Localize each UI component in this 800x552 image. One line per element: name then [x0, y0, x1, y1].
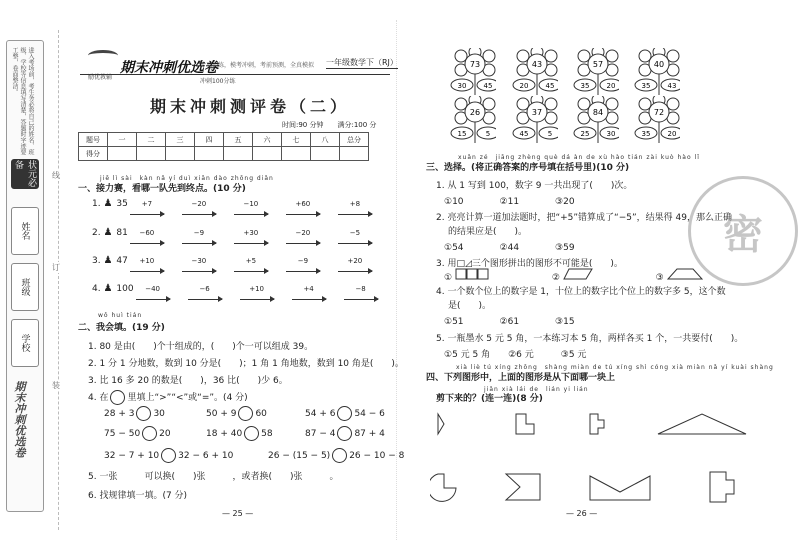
relay-arrow	[182, 257, 216, 272]
header-logo-small: 励优教辅	[88, 74, 113, 81]
score-header-cell: 题号	[79, 133, 108, 147]
compare-circle[interactable]	[238, 406, 253, 421]
runner-icon: ♟	[103, 283, 113, 294]
compare-circle[interactable]	[161, 448, 176, 463]
relay-op: +20	[347, 257, 363, 265]
compare-left: 18 + 40	[206, 429, 243, 439]
arrow-icon	[130, 237, 164, 244]
arrow-icon	[286, 237, 320, 244]
flower-center-value: 37	[531, 108, 543, 117]
relay-op: +60	[295, 200, 311, 208]
arrow-icon	[182, 208, 216, 215]
score-header-cell: 二	[137, 133, 166, 147]
s4-pinyin-2: jiǎn xià lái de lián yi lián	[484, 386, 589, 393]
cut-word-1: 线	[52, 171, 60, 180]
fill-q3: 3. 比 16 多 20 的数是( )，36 比( )少 6。	[88, 376, 288, 386]
relay-arrow	[182, 200, 216, 215]
score-row	[79, 147, 369, 161]
score-cell[interactable]	[340, 147, 369, 161]
fill-q6: 6. 找规律填一填。(7 分)	[88, 491, 188, 501]
flower-petal[interactable]	[606, 98, 618, 110]
header-slogan: 专项训练，模考冲刺，考前预测，全真模拟	[200, 62, 315, 69]
flower-leaf-value: 5	[547, 130, 553, 138]
compare-circle[interactable]	[337, 426, 352, 441]
header-logo: 期末冲刺优选卷	[120, 60, 218, 76]
flower-center-value: 57	[592, 60, 604, 69]
fill-q4-post: 里填上“>”“<”或“=”。(4 分)	[127, 393, 248, 403]
cut-line	[58, 30, 59, 530]
s2-pinyin: wǒ huì tián	[98, 312, 143, 319]
fill-q2: 2. 1 分 1 分地数，数到 10 分是( )；1 角 1 角地数，数到 10 角是( )。	[88, 359, 404, 369]
score-cell[interactable]	[137, 147, 166, 161]
runner-icon: ♟	[103, 255, 113, 266]
flower-leaf-value: 25	[580, 130, 590, 138]
relay-arrow	[240, 285, 274, 300]
relay-op: +4	[303, 285, 314, 293]
flower-petal[interactable]	[667, 98, 679, 110]
arrow-icon	[188, 293, 222, 300]
s1-title: 一、接力赛，看哪一队先到终点。(10 分)	[78, 184, 246, 194]
score-cell[interactable]	[195, 147, 224, 161]
compare-right: 26 − 10 − 8	[349, 451, 405, 461]
compare-item	[305, 426, 385, 441]
flower-petal[interactable]	[606, 50, 618, 62]
flower-petal[interactable]	[455, 98, 467, 110]
choice-q2-line2: 的结果应是( )。	[448, 227, 528, 237]
flower-petal[interactable]	[667, 50, 679, 62]
arrow-icon	[286, 208, 320, 215]
runner-icon: ♟	[103, 198, 113, 209]
relay-arrow	[292, 285, 326, 300]
sidebar-notes: 进入考场前，考生务必将自己的姓名、班级、学校等信息填写清楚，答题时字迹要工整，卷面整洁。	[11, 47, 34, 155]
compare-item	[305, 406, 385, 421]
relay-op: +7	[141, 200, 153, 208]
arrow-icon	[338, 237, 372, 244]
arrow-icon	[136, 293, 170, 300]
flower-leaf-value: 15	[457, 130, 467, 138]
compare-item	[268, 448, 404, 463]
q3-opt3-label: ③	[655, 273, 664, 283]
relay-arrow	[338, 257, 372, 272]
runner-icon: ♟	[103, 227, 113, 238]
s3-title: 三、选择。(将正确答案的序号填在括号里)(10 分)	[426, 163, 630, 173]
logo-icon	[88, 50, 118, 61]
s4-title: 四、下列图形中，上面的图形是从下面哪一块上	[426, 373, 616, 383]
fill-q1: 1. 80 是由( )个十组成的，( )个一可以组成 39。	[88, 342, 314, 352]
choice-q1-options: ①10 ②11 ③20	[444, 197, 575, 207]
flower-petal[interactable]	[483, 98, 495, 110]
relay-op: +10	[249, 285, 264, 293]
choice-q5-options: ①5 元 5 角 ②6 元 ③5 元	[444, 350, 587, 360]
flower-leaf-value: 45	[545, 82, 555, 90]
score-header-cell: 三	[166, 133, 195, 147]
arrow-icon	[344, 293, 378, 300]
compare-right: 54 − 6	[354, 409, 385, 419]
flower-petal[interactable]	[517, 50, 529, 62]
flower-leaf-value: 45	[483, 82, 493, 90]
score-header-cell: 八	[311, 133, 340, 147]
score-row-label: 得分	[79, 147, 108, 161]
flower-leaf-value: 43	[667, 82, 677, 90]
compare-right: 58	[261, 429, 273, 439]
flower-petal[interactable]	[578, 50, 590, 62]
compare-item	[104, 448, 233, 463]
flower-center-value: 72	[653, 108, 665, 117]
relay-arrow	[286, 229, 320, 244]
relay-row-number: 3.	[92, 256, 104, 266]
compare-item	[104, 406, 165, 421]
header-grade: 一年级数学下（RJ）	[326, 58, 398, 67]
choice-q3-options	[444, 268, 703, 283]
relay-op: −20	[191, 200, 207, 208]
relay-op: +30	[243, 229, 259, 237]
relay-start: 35	[116, 199, 128, 209]
score-cell[interactable]	[108, 147, 137, 161]
compare-left: 26 − (15 − 5)	[268, 451, 331, 461]
name-field[interactable]: 姓名	[11, 207, 39, 255]
compare-left: 75 − 50	[104, 429, 141, 439]
bottom-shape-3	[590, 476, 650, 500]
sidebar-badge: 状元必备	[11, 159, 39, 189]
compare-circle[interactable]	[136, 406, 151, 421]
top-shape-2	[516, 414, 534, 434]
choice-q3: 3. 用□◿三个图形拼出的图形不可能是( )。	[436, 259, 623, 269]
relay-arrow	[234, 200, 268, 215]
choice-q2-line1: 2. 亮亮计算一道加法题时，把“+5”错算成了“−5”，结果得 49，那么正确	[436, 213, 732, 223]
choice-q4-line1: 4. 一个数个位上的数字是 1，十位上的数字比个位上的数字多 5，这个数	[436, 287, 726, 297]
page-number-left: — 25 —	[222, 509, 254, 518]
relay-op: −9	[297, 257, 309, 265]
relay-op: −10	[243, 200, 259, 208]
score-cell[interactable]	[224, 147, 253, 161]
compare-left: 50 + 9	[206, 409, 237, 419]
arrow-icon	[182, 237, 216, 244]
top-shapes	[430, 410, 770, 438]
compare-item	[206, 426, 273, 441]
relay-row	[92, 198, 388, 215]
flower-leaf-value: 35	[580, 82, 590, 90]
score-cell[interactable]	[166, 147, 195, 161]
fill-q4-pre: 4. 在	[88, 393, 109, 403]
choice-q1: 1. 从 1 写到 100，数字 9 一共出现了( )次。	[436, 181, 633, 191]
score-cell[interactable]	[282, 147, 311, 161]
arrow-icon	[292, 293, 326, 300]
flower-leaf-value: 30	[457, 82, 467, 90]
header-rule	[80, 74, 390, 75]
flower-petal[interactable]	[545, 98, 557, 110]
relay-arrow	[286, 200, 320, 215]
relay-row	[92, 255, 388, 272]
flower-leaf-value: 45	[519, 130, 529, 138]
relay-arrow	[338, 229, 372, 244]
relay-op: +5	[245, 257, 257, 265]
score-table	[78, 132, 369, 161]
relay-row	[92, 283, 394, 300]
compare-item	[104, 426, 171, 441]
q3-opt1-shape	[455, 268, 489, 280]
header-sub: 冲刺100分练	[200, 78, 236, 85]
bottom-shape-4	[710, 472, 734, 502]
compare-left: 32 − 7 + 10	[104, 451, 160, 461]
relay-arrow	[344, 285, 378, 300]
circle-icon	[110, 390, 125, 405]
top-shape-1	[438, 414, 444, 434]
arrow-icon	[182, 265, 216, 272]
flower-leaf-value: 5	[485, 130, 491, 138]
score-header-cell: 七	[282, 133, 311, 147]
class-field[interactable]: 班级	[11, 263, 39, 311]
relay-op: −8	[355, 285, 366, 293]
q3-opt1-label: ①	[444, 273, 453, 283]
compare-left: 87 − 4	[305, 429, 336, 439]
flower-leaf-value: 20	[519, 82, 529, 90]
arrow-icon	[240, 293, 274, 300]
flower-leaf-value: 35	[641, 82, 651, 90]
flower-petal[interactable]	[639, 98, 651, 110]
relay-arrow	[182, 229, 216, 244]
cut-word-3: 装	[52, 381, 60, 390]
compare-right: 32 − 6 + 10	[178, 451, 234, 461]
top-shape-4	[658, 414, 746, 434]
flower-petal[interactable]	[545, 50, 557, 62]
relay-op: −60	[139, 229, 155, 237]
flower-leaf-value: 20	[667, 130, 677, 138]
relay-row-number: 2.	[92, 228, 104, 238]
arrow-icon	[130, 208, 164, 215]
arrow-icon	[338, 208, 372, 215]
compare-circle[interactable]	[337, 406, 352, 421]
relay-op: −5	[349, 229, 361, 237]
flower-leaf-value: 30	[606, 130, 616, 138]
compare-left: 28 + 3	[104, 409, 135, 419]
relay-arrow	[234, 229, 268, 244]
relay-arrow	[286, 257, 320, 272]
relay-row	[92, 227, 388, 244]
relay-arrow	[130, 229, 164, 244]
compare-right: 30	[153, 409, 165, 419]
sidebar-brand: 期末冲刺优选卷	[13, 381, 26, 458]
relay-arrow	[338, 200, 372, 215]
bottom-shapes	[430, 470, 780, 504]
fill-q5: 5. 一张 可以换( )张 ，或者换( )张 。	[88, 472, 339, 482]
flower-center-value: 43	[531, 60, 543, 69]
relay-arrow	[188, 285, 222, 300]
compare-right: 20	[159, 429, 171, 439]
compare-circle[interactable]	[142, 426, 157, 441]
arrow-icon	[130, 265, 164, 272]
score-cell[interactable]	[253, 147, 282, 161]
arrow-icon	[234, 237, 268, 244]
compare-right: 87 + 4	[354, 429, 385, 439]
binding-sidebar	[6, 40, 44, 512]
s1-pinyin: jiē lì sài kàn nǎ yí duì xiān dào zhōng diǎn	[100, 175, 274, 182]
compare-item	[206, 406, 267, 421]
arrow-icon	[338, 265, 372, 272]
arrow-icon	[234, 208, 268, 215]
relay-arrow	[136, 285, 170, 300]
score-header-cell: 一	[108, 133, 137, 147]
flower-leaf-value: 20	[606, 82, 616, 90]
top-shape-3	[590, 414, 604, 434]
relay-row-number: 1.	[92, 199, 104, 209]
compare-circle[interactable]	[244, 426, 259, 441]
flower-petal[interactable]	[455, 50, 467, 62]
score-header-cell: 总分	[340, 133, 369, 147]
bottom-shape-1	[430, 474, 456, 501]
s2-title: 二、我会填。(19 分)	[78, 323, 165, 333]
bottom-shape-2	[506, 474, 540, 500]
s4-pinyin: xià liè tú xíng zhōng shàng miàn de tú xíng shì cóng xià miàn nǎ yí kuài shàng	[456, 364, 774, 371]
score-cell[interactable]	[311, 147, 340, 161]
compare-right: 60	[255, 409, 267, 419]
flower-center-value: 26	[469, 108, 481, 117]
cut-word-2: 订	[52, 263, 60, 272]
score-header-row	[79, 133, 369, 147]
flower-center-value: 40	[653, 60, 665, 69]
flower-center-value: 73	[469, 60, 481, 69]
choice-q4-options: ①51 ②61 ③15	[444, 317, 575, 327]
flower-petal[interactable]	[578, 98, 590, 110]
relay-start: 81	[116, 228, 128, 238]
fill-q4	[88, 390, 248, 405]
flower-leaf-value: 35	[641, 130, 651, 138]
choice-q5: 5. 一瓶墨水 5 元 5 角，一本练习本 5 角，两样各买 1 个，一共要付( )。	[436, 334, 744, 344]
compare-left: 54 + 6	[305, 409, 336, 419]
relay-arrow	[234, 257, 268, 272]
flower-petal[interactable]	[639, 50, 651, 62]
choice-q2-options: ①54 ②44 ③59	[444, 243, 575, 253]
score-header-cell: 四	[195, 133, 224, 147]
relay-op: +8	[349, 200, 361, 208]
school-field[interactable]: 学校	[11, 319, 39, 367]
time-info: 时间:90 分钟 满分:100 分	[282, 121, 377, 129]
relay-op: −9	[193, 229, 205, 237]
relay-row-number: 4.	[92, 284, 104, 294]
score-header-cell: 六	[253, 133, 282, 147]
flower-petal[interactable]	[483, 50, 495, 62]
confidential-stamp: 密	[688, 176, 798, 286]
arrow-icon	[286, 265, 320, 272]
relay-arrow	[130, 257, 164, 272]
relay-arrow	[130, 200, 164, 215]
relay-op: −20	[295, 229, 311, 237]
relay-op: −6	[199, 285, 210, 293]
choice-q4-line2: 是( )。	[448, 301, 492, 311]
page-number-right: — 26 —	[566, 509, 598, 518]
q3-opt2-shape	[563, 268, 593, 280]
relay-op: +10	[139, 257, 155, 265]
relay-op: −40	[145, 285, 160, 293]
arrow-icon	[234, 265, 268, 272]
q3-opt2-label: ②	[551, 273, 560, 283]
page-title: 期末冲刺测评卷（二）	[150, 97, 351, 116]
compare-circle[interactable]	[332, 448, 347, 463]
s4-title-2: 剪下来的？(连一连)(8 分)	[436, 394, 543, 404]
s3-pinyin: xuǎn zé jiāng zhèng què dá àn de xù hào tián zài kuò hào lǐ	[458, 154, 700, 161]
relay-op: −30	[191, 257, 207, 265]
flower-center-value: 84	[592, 108, 604, 117]
flower-petal[interactable]	[517, 98, 529, 110]
relay-start: 47	[116, 256, 128, 266]
page-fold	[396, 20, 397, 540]
score-header-cell: 五	[224, 133, 253, 147]
q3-opt3-shape	[667, 268, 703, 280]
relay-start: 100	[116, 284, 134, 294]
